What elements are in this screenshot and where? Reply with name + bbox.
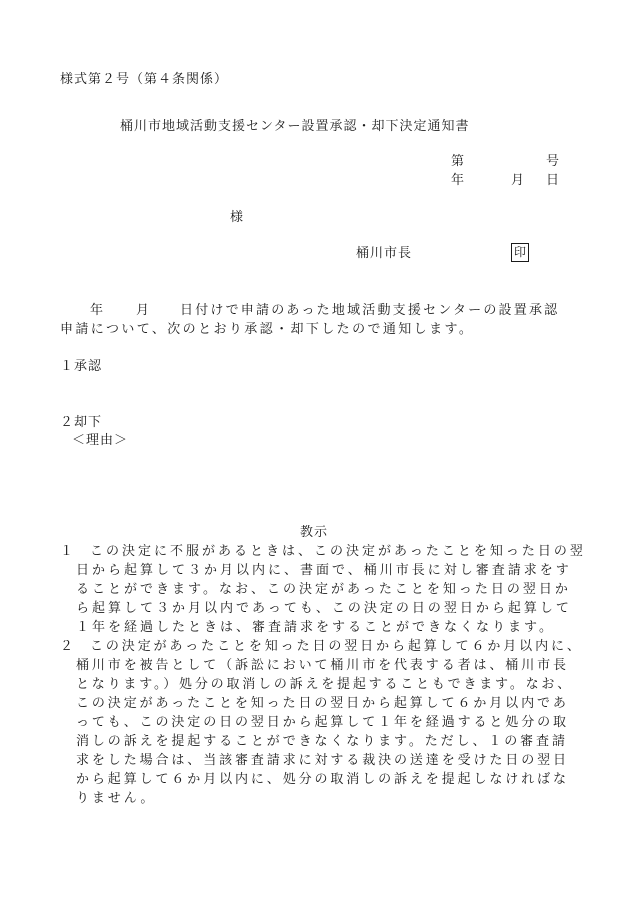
body-year-label: 年: [90, 303, 105, 318]
date-month-label: 月: [511, 173, 526, 188]
instruction-heading: 教示: [300, 525, 329, 540]
body-month-label: 月: [136, 303, 151, 318]
doc-number-prefix: 第: [451, 154, 466, 169]
form-number-label: 様式第２号（第４条関係）: [60, 72, 229, 87]
doc-number-suffix: 号: [546, 154, 561, 169]
seal-box: 印: [511, 243, 529, 262]
instruction-item-2-line-8: から起算して６か月以内に、処分の取消しの訴えを提起しなければな: [76, 772, 569, 787]
section-approve: １承認: [60, 359, 103, 374]
addressee-suffix: 様: [230, 210, 245, 225]
instruction-item-2-line-4: この決定があったことを知った日の翌日から起算して６か月以内であ: [76, 696, 569, 711]
instruction-item-2-line-5: っても、この決定の日の翌日から起算して１年を経過すると処分の取: [76, 715, 569, 730]
instruction-item-1-line-1: この決定に不服があるときは、この決定があったことを知った日の翌: [90, 544, 586, 559]
instruction-item-2-line-2: 桶川市を被告として（訴訟において桶川市を代表する者は、桶川市長: [76, 658, 569, 673]
document-title: 桶川市地域活動支援センター設置承認・却下決定通知書: [120, 119, 470, 134]
instruction-item-1-line-5: １年を経過したときは、審査請求をすることができなくなります。: [76, 620, 555, 635]
date-day-label: 日: [546, 173, 561, 188]
body-line-2: 申請について、次のとおり承認・却下したので通知します。: [60, 322, 475, 337]
body-line-1: 日付けで申請のあった地域活動支援センターの設置承認: [180, 303, 560, 318]
sender-name: 桶川市長: [356, 246, 413, 261]
instruction-item-2-line-3: となります。）処分の取消しの訴えを提起することもできます。なお、: [76, 677, 574, 692]
instruction-item-1-number: １: [60, 544, 75, 559]
instruction-item-2-line-1: この決定があったことを知った日の翌日から起算して６か月以内に、: [90, 639, 583, 654]
section-reject: ２却下: [60, 415, 103, 430]
instruction-item-2-line-9: りません。: [76, 791, 157, 806]
instruction-item-2-number: ２: [60, 639, 75, 654]
date-year-label: 年: [451, 173, 466, 188]
instruction-item-2-line-6: 消しの訴えを提起することができなくなります。ただし、１の審査請: [76, 734, 568, 749]
instruction-item-2-line-7: 求をした場合は、当該審査請求に対する裁決の送達を受けた日の翌日: [76, 753, 569, 768]
instruction-item-1-line-3: ることができます。なお、この決定があったことを知った日の翌日か: [76, 582, 571, 597]
reject-reason-label: ＜理由＞: [72, 433, 129, 448]
instruction-item-1-line-2: 日から起算して３か月以内に、書面で、桶川市長に対し審査請求をす: [76, 563, 572, 578]
instruction-item-1-line-4: ら起算して３か月以内であっても、この決定の日の翌日から起算して: [76, 601, 572, 616]
